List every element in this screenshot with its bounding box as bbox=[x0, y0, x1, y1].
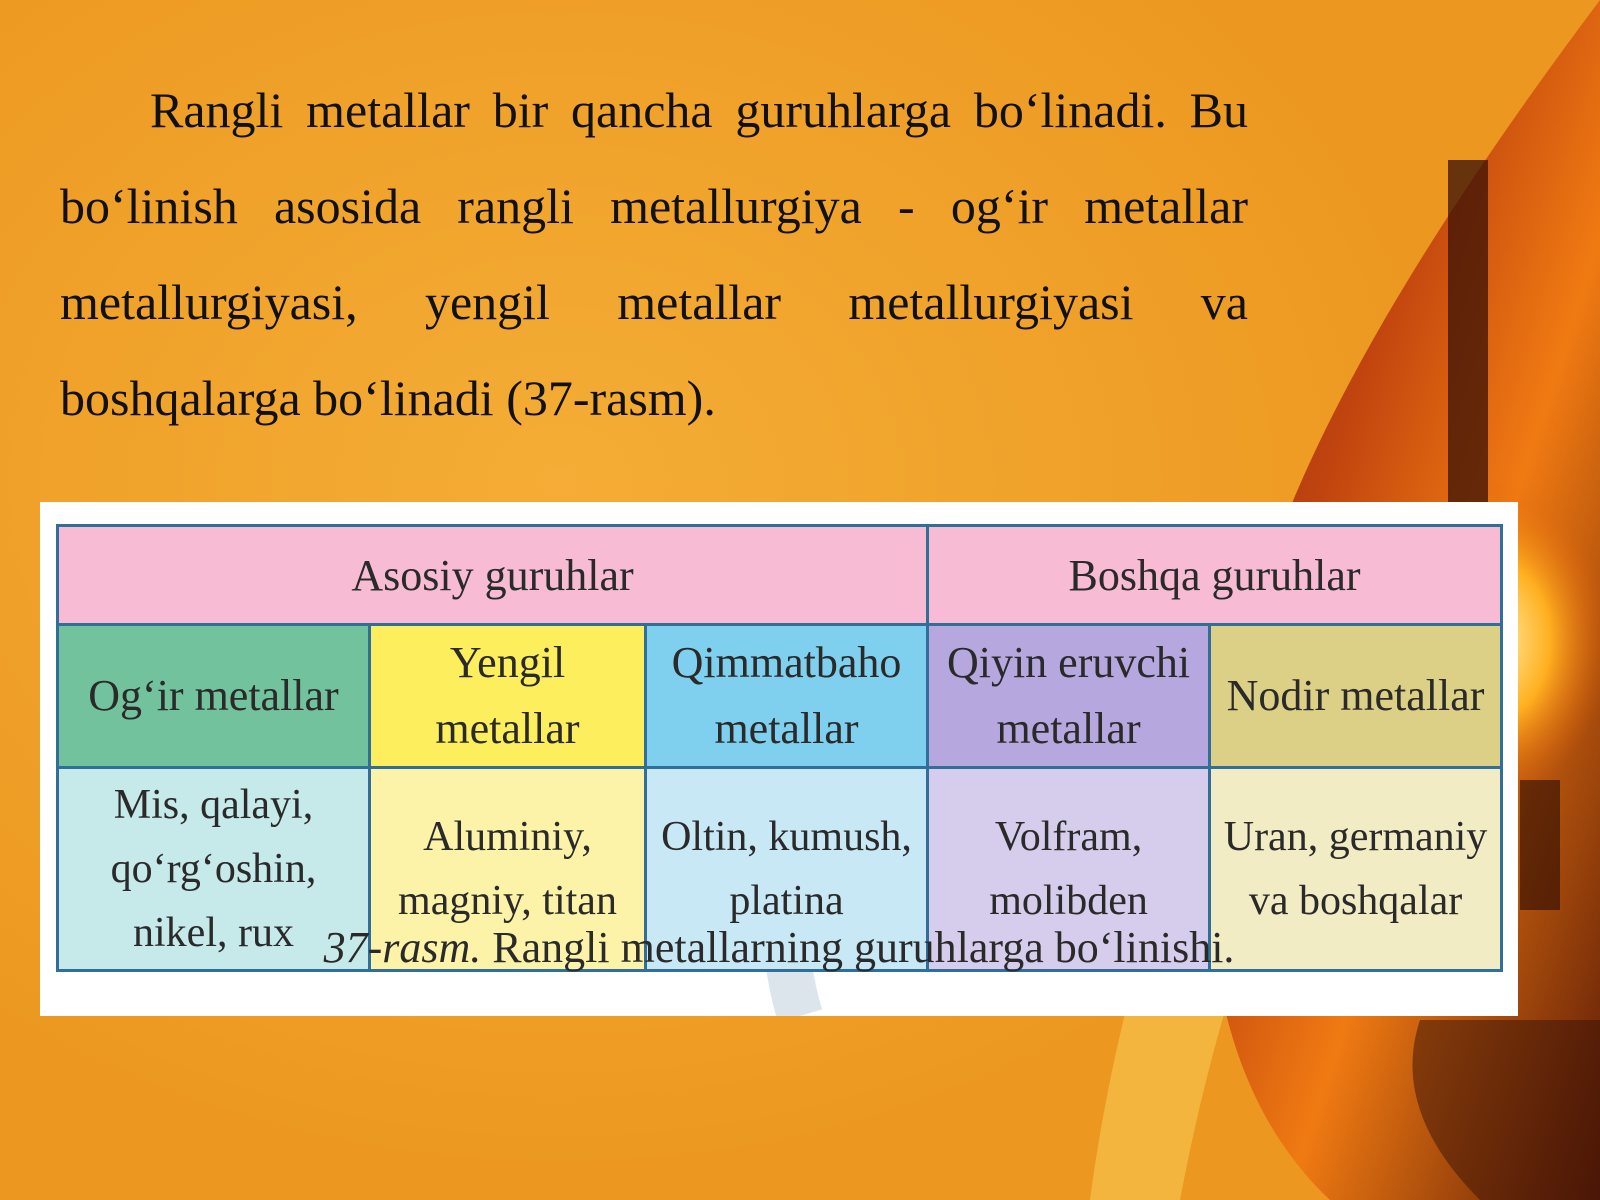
other-groups-header: Boshqa guruhlar bbox=[928, 526, 1502, 625]
refractory-metals-examples: Volfram, molibden bbox=[928, 768, 1210, 971]
rare-metals-examples: Uran, germaniy va boshqalar bbox=[1210, 768, 1502, 971]
main-groups-header: Asosiy guruhlar bbox=[58, 526, 928, 625]
group-title-row bbox=[58, 625, 1502, 768]
heavy-metals-examples: Mis, qalayi, qo‘rg‘oshin, nikel, rux bbox=[58, 768, 370, 971]
rare-metals-title: Nodir metallar bbox=[1210, 625, 1502, 768]
refractory-metals-title: Qiyin eruvchi metallar bbox=[928, 625, 1210, 768]
metal-groups-table bbox=[56, 524, 1503, 972]
group-header-row bbox=[58, 526, 1502, 625]
light-metals-examples: Aluminiy, magniy, titan bbox=[370, 768, 646, 971]
caption-number: 37-rasm. bbox=[323, 923, 482, 972]
ladle-shadow bbox=[1448, 160, 1488, 520]
caption-text: Rangli metallarning guruhlarga bo‘linishi. bbox=[481, 923, 1235, 972]
precious-metals-examples: Oltin, kumush, platina bbox=[646, 768, 928, 971]
intro-paragraph: Rangli metallar bir qancha guruhlarga bo‘linadi. Bu bo‘linish asosida rangli metallurgiya - og‘ir metallar metallurgiyasi, yengil metallar metallurgiyasi va boshqalarga bo‘linadi (37-rasm). bbox=[60, 82, 1248, 426]
heavy-metals-title: Og‘ir metallar bbox=[58, 625, 370, 768]
figure-caption bbox=[40, 922, 1518, 973]
figure-37 bbox=[40, 502, 1518, 1016]
precious-metals-title: Qimmatbaho metallar bbox=[646, 625, 928, 768]
light-metals-title: Yengil metallar bbox=[370, 625, 646, 768]
